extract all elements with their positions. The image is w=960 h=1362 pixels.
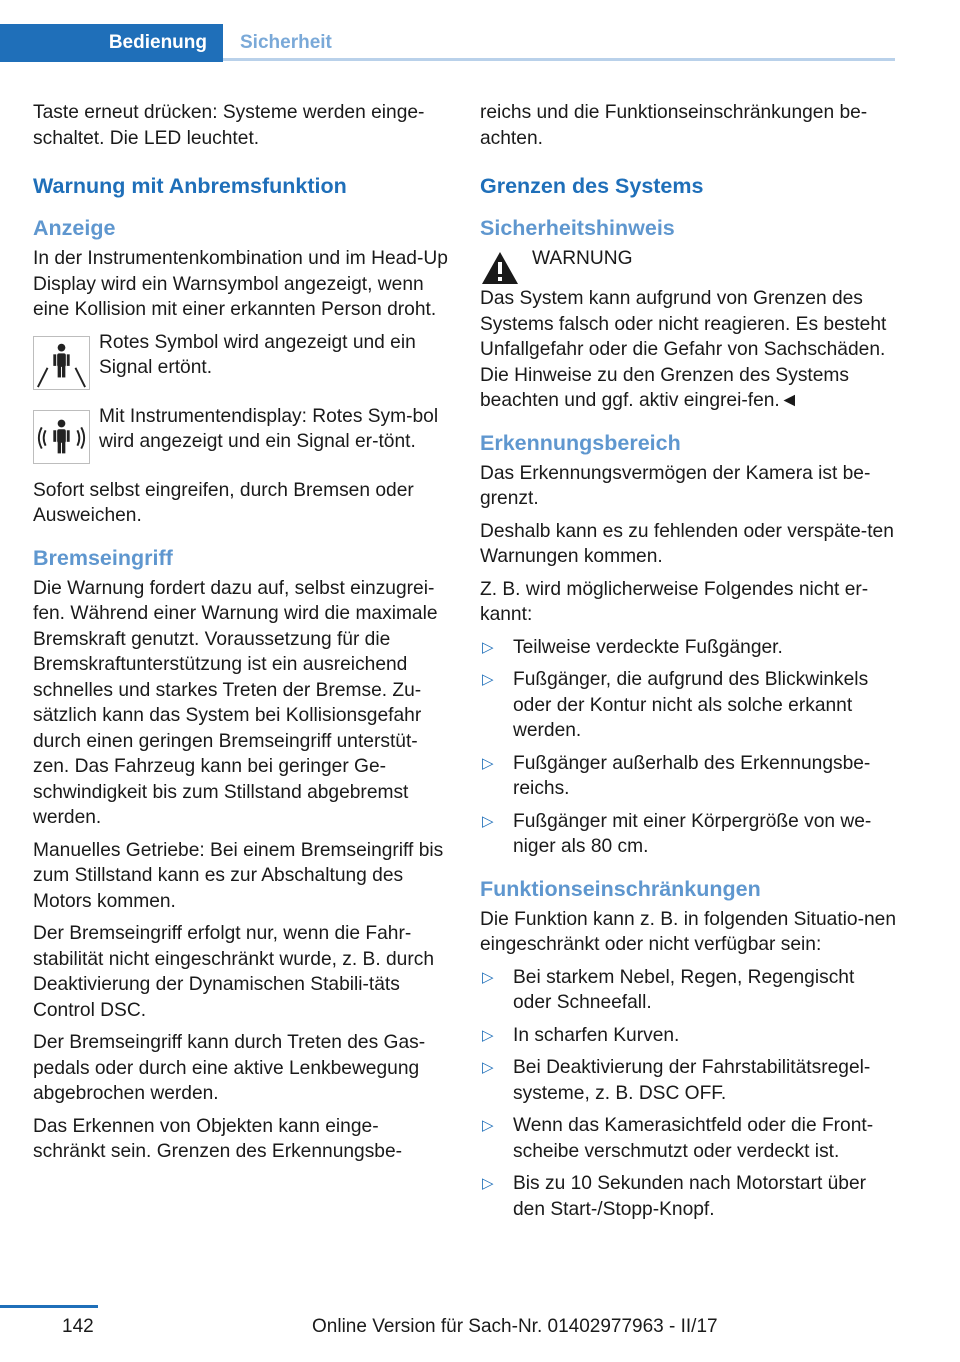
brems-paragraph-1: Die Warnung fordert dazu auf, selbst einzugrei‐fen. Während einer Warnung wird die maximale Bremskraft genutzt. Voraussetzung für die Bremskraftunterstützung ist ein ausreichend schnelles und starkes Treten der Bremse. Zu‐sätzlich kann das System bei Kollisionsgefahr durch einen geringen Bremseingriff unterstüt‐zen. Das Fahrzeug kann bei geringer Ge‐schwindigkeit bis zum Stillstand abgebremst werden. (33, 577, 438, 828)
footer-note: Online Version für Sach-Nr. 01402977963 - II/17 (312, 1316, 718, 1337)
symbol-row-1 (33, 330, 449, 390)
erkennung-paragraph-3: Z. B. wird möglicherweise Folgendes nicht er‐kannt: (480, 578, 869, 625)
warning-block (480, 246, 896, 286)
footer-rule (0, 1305, 98, 1308)
heading-anzeige: Anzeige (33, 216, 116, 240)
pedestrian-warning-icon (33, 336, 90, 390)
symbol-2-text: Mit Instrumentendisplay: Rotes Sym‐bol wird angezeigt und ein Signal er‐tönt. (99, 405, 439, 452)
list-item: ▷ Fußgänger, die aufgrund des Blickwinkels oder der Kontur nicht als solche erkannt werden. (480, 667, 896, 744)
list-item: ▷ Bei Deaktivierung der Fahrstabilitätsregel‐systeme, z. B. DSC OFF. (480, 1055, 896, 1106)
brems-paragraph-4: Der Bremseingriff kann durch Treten des Gas‐pedals oder durch eine aktive Lenkbewegung abgebrochen werden. (33, 1032, 426, 1104)
tab-bedienung[interactable]: Bedienung (0, 24, 223, 62)
left-column (33, 100, 449, 1172)
right-column (480, 100, 896, 1229)
symbol-1-text: Rotes Symbol wird angezeigt und ein Signal ertönt. (99, 331, 416, 378)
list-item: ▷ In scharfen Kurven. (480, 1023, 896, 1049)
intro-paragraph: Taste erneut drücken: Systeme werden einge‐schaltet. Die LED leuchtet. (33, 102, 425, 149)
funktion-list (480, 965, 896, 1223)
tab-sicherheit[interactable]: Sicherheit (240, 32, 332, 53)
list-item: ▷ Fußgänger mit einer Körpergröße von we‐niger als 80 cm. (480, 809, 896, 860)
warning-triangle-icon (480, 250, 520, 286)
heading-grenzen: Grenzen des Systems (480, 174, 704, 198)
heading-warnung: Warnung mit Anbremsfunktion (33, 174, 347, 198)
heading-sicherheitshinweis: Sicherheitshinweis (480, 216, 675, 240)
brems-paragraph-2: Manuelles Getriebe: Bei einem Bremseingriff bis zum Stillstand kann es zur Abschaltung des Motors kommen. (33, 839, 444, 912)
list-item: ▷ Wenn das Kamerasichtfeld oder die Front‐scheibe verschmutzt oder verdeckt ist. (480, 1113, 896, 1164)
heading-funktionseinschraenkungen: Funktionseinschränkungen (480, 876, 761, 901)
warning-text: Das System kann aufgrund von Grenzen des Systems falsch oder nicht reagieren. Es besteht Unfallgefahr oder die Gefahr von Sachschäden. Die Hinweise zu den Grenzen des Systems beachten und ggf. aktiv eingrei‐fen.◄ (480, 288, 887, 411)
tab-underline (223, 58, 895, 61)
symbol-row-2 (33, 404, 449, 464)
sofort-paragraph: Sofort selbst eingreifen, durch Bremsen oder Ausweichen. (33, 479, 414, 526)
list-item: ▷ Bis zu 10 Sekunden nach Motorstart über den Start-/Stopp-Knopf. (480, 1171, 896, 1222)
brems-paragraph-3: Der Bremseingriff erfolgt nur, wenn die Fahr‐stabilität nicht eingeschränkt wurde, z. B. durch Deaktivierung der Dynamischen Stabili‐täts Control DSC. (33, 923, 435, 1021)
continued-paragraph: reichs und die Funktionseinschränkungen be‐achten. (480, 102, 868, 149)
list-item: ▷ Bei starkem Nebel, Regen, Regengischt oder Schneefall. (480, 965, 896, 1016)
funktion-paragraph: Die Funktion kann z. B. in folgenden Situatio‐nen eingeschränkt oder nicht verfügbar sein: (480, 908, 896, 955)
erkennung-paragraph-1: Das Erkennungsvermögen der Kamera ist be‐grenzt. (480, 462, 871, 509)
warning-title: WARNUNG (532, 248, 633, 269)
heading-erkennungsbereich: Erkennungsbereich (480, 430, 681, 455)
list-item: ▷ Fußgänger außerhalb des Erkennungsbe‐reichs. (480, 751, 896, 802)
header-tabs (0, 24, 895, 62)
pedestrian-signal-icon (33, 410, 90, 464)
page-number: 142 (62, 1316, 94, 1337)
heading-bremseingriff: Bremseingriff (33, 545, 173, 570)
list-item: ▷ Teilweise verdeckte Fußgänger. (480, 635, 896, 661)
brems-paragraph-5: Das Erkennen von Objekten kann einge‐schränkt sein. Grenzen des Erkennungsbe‐ (33, 1115, 403, 1162)
erkennung-paragraph-2: Deshalb kann es zu fehlenden oder verspäte‐ten Warnungen kommen. (480, 520, 894, 567)
anzeige-paragraph: In der Instrumentenkombination und im Head-Up Display wird ein Warnsymbol angezeigt, wenn eine Kollision mit einer erkannten Person droht. (33, 248, 448, 320)
erkennung-list (480, 635, 896, 860)
